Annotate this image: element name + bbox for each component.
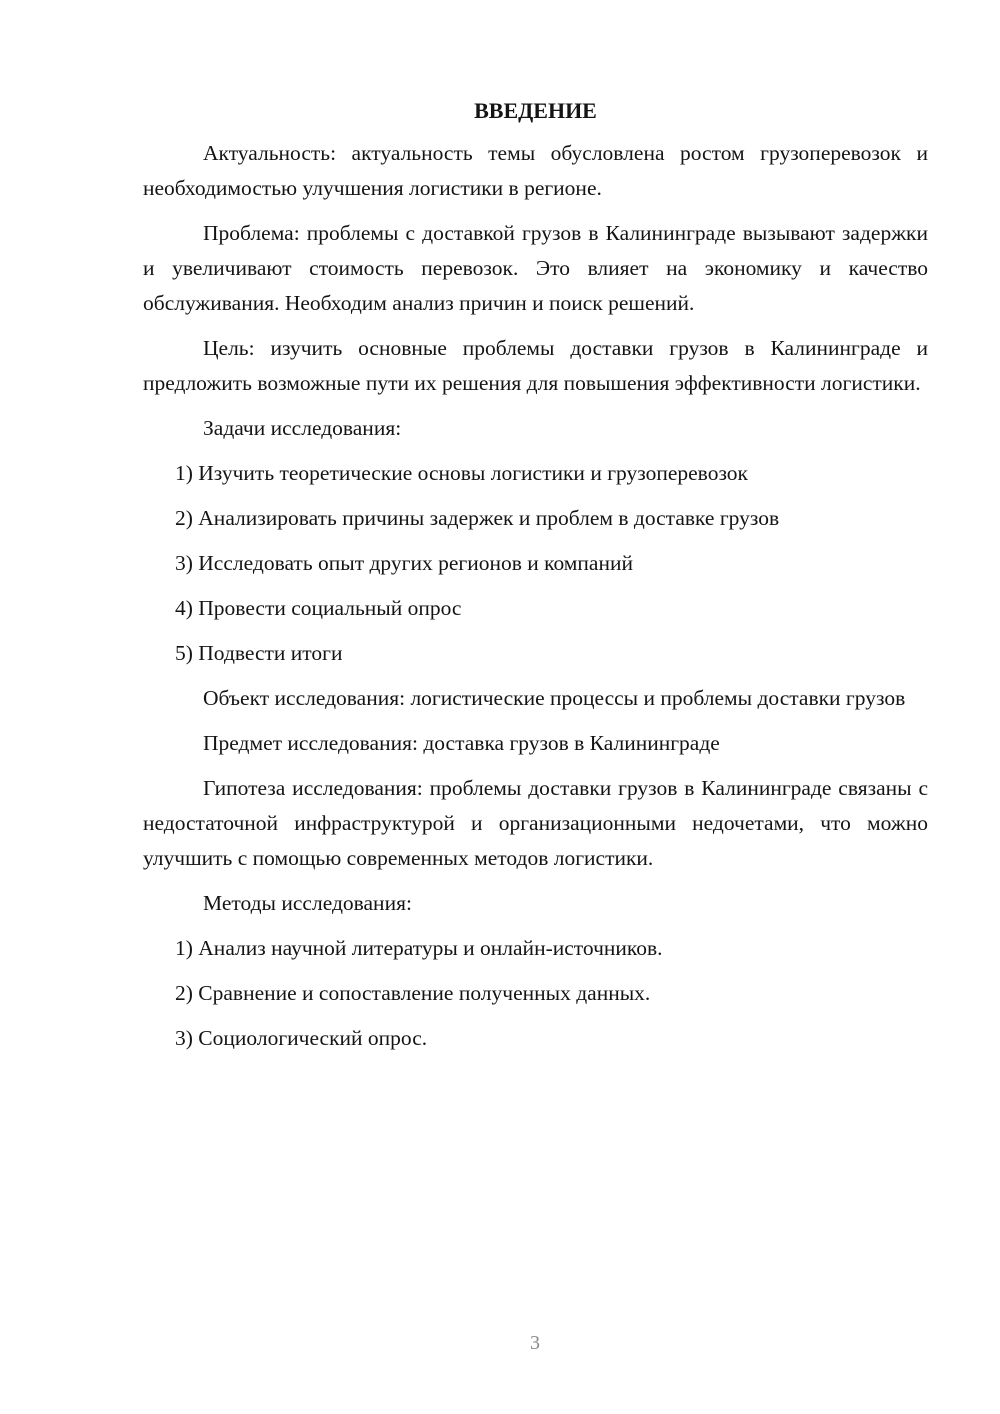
- object-paragraph: Объект исследования: логистические процессы и проблемы доставки грузов: [203, 686, 906, 710]
- methods-heading: Методы исследования:: [203, 891, 412, 915]
- list-item: 2) Анализировать причины задержек и проблем в доставке грузов: [175, 506, 780, 530]
- methods-list: [143, 931, 928, 1056]
- tasks-list: [143, 456, 928, 671]
- page-number: 3: [530, 1332, 540, 1354]
- list-item: 2) Сравнение и сопоставление полученных данных.: [175, 981, 651, 1005]
- list-item: 1) Анализ научной литературы и онлайн-источников.: [175, 936, 663, 960]
- subject-paragraph: Предмет исследования: доставка грузов в Калининграде: [203, 731, 720, 755]
- list-item: 3) Исследовать опыт других регионов и компаний: [175, 551, 633, 575]
- relevance-paragraph: Актуальность: актуальность темы обусловлена ростом грузоперевозок и необходимостью улучшения логистики в регионе.: [143, 141, 928, 200]
- page-content: [143, 94, 928, 1066]
- tasks-heading: Задачи исследования:: [203, 416, 402, 440]
- goal-paragraph: Цель: изучить основные проблемы доставки грузов в Калининграде и предложить возможные пути их решения для повышения эффективности логистики.: [143, 336, 928, 395]
- page-title: ВВЕДЕНИЕ: [474, 98, 597, 123]
- list-item: 1) Изучить теоретические основы логистики и грузоперевозок: [175, 461, 749, 485]
- list-item: 3) Социологический опрос.: [175, 1026, 428, 1050]
- hypothesis-paragraph: Гипотеза исследования: проблемы доставки грузов в Калининграде связаны с недостаточной инфраструктурой и организационными недочетами, что можно улучшить с помощью современных методов логистики.: [143, 776, 928, 870]
- list-item: 5) Подвести итоги: [175, 641, 343, 665]
- list-item: 4) Провести социальный опрос: [175, 596, 462, 620]
- problem-paragraph: Проблема: проблемы с доставкой грузов в Калининграде вызывают задержки и увеличивают стоимость перевозок. Это влияет на экономику и качество обслуживания. Необходим анализ причин и поиск решений.: [143, 221, 928, 315]
